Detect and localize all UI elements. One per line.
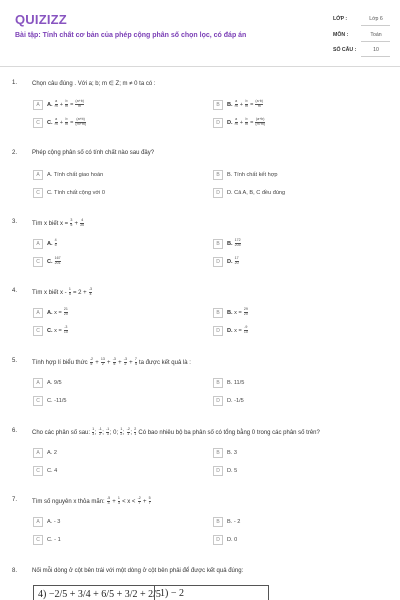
fraction: $\frac{-2}{7}$	[137, 496, 141, 505]
answer-option-a[interactable]	[33, 169, 103, 180]
answer-option-b[interactable]	[213, 377, 244, 388]
count-label: SỐ CÂU :	[333, 47, 357, 53]
fraction: $\frac{-5}{3}$	[106, 496, 111, 505]
answer-option-c[interactable]	[33, 117, 86, 128]
answer-option-a[interactable]	[33, 307, 68, 318]
answer-option-b[interactable]	[213, 447, 237, 458]
answer-option-b[interactable]	[213, 169, 278, 180]
fraction: $\frac{3}{5}$	[70, 218, 73, 227]
question-number: 7.	[12, 497, 18, 503]
option-text: C. 4	[47, 467, 58, 474]
fraction: $\frac{-9}{10}$	[243, 325, 248, 334]
question-text: Tìm số nguyên x thỏa mãn: $\frac{-5}{3}$ + $\frac{1}{3}$ < x < $\frac{-2}{7}$ + $\frac{5}{7}$	[32, 496, 151, 505]
option-text: A. $\frac{a}{m}$ + $\frac{b}{m}$ = $\frac{(a+b)}{m}$	[47, 99, 84, 108]
divider	[361, 56, 390, 57]
fraction: $\frac{-1}{3}$	[106, 427, 110, 436]
header-separator	[0, 66, 400, 67]
fraction: $\frac{b}{m}$	[245, 99, 249, 108]
option-text: D. $\frac{a}{m}$ + $\frac{b}{m}$ = $\frac{(a+b)}{(m\cdot m)}$	[227, 117, 265, 126]
option-letter-box: D	[213, 396, 223, 406]
question-text: Phép cộng phân số có tính chất nào sau đây?	[32, 150, 155, 156]
option-text: B. $\frac{a}{m}$ + $\frac{b}{m}$ = $\frac{(a\cdot b)}{m}$	[227, 99, 263, 108]
fraction: $\frac{-2}{1}$	[126, 427, 130, 436]
option-text: B. Tính chất kết hợp	[227, 171, 278, 178]
answer-option-c[interactable]	[33, 187, 105, 198]
fraction: $\frac{-3}{5}$	[112, 357, 116, 366]
option-text: B. $\frac{172}{205}$	[227, 238, 241, 247]
answer-option-c[interactable]	[33, 256, 61, 267]
class-label: LỚP :	[333, 16, 348, 22]
fraction: $\frac{-2}{5}$	[89, 357, 94, 366]
answer-option-d[interactable]	[213, 465, 237, 476]
question-text: Nối mỗi dòng ở cột bên trái với một dòng ở cột bên phải để được kết quả đúng:	[32, 568, 244, 574]
option-text: D. $\frac{17}{20}$	[227, 256, 239, 265]
subject-label: MÔN :	[333, 32, 349, 38]
option-text: B. 3	[227, 449, 237, 456]
option-letter-box: D	[213, 466, 223, 476]
fraction: $\frac{a}{m}$	[234, 117, 238, 126]
answer-option-d[interactable]	[213, 187, 285, 198]
option-text: C. $\frac{167}{201}$	[47, 256, 61, 265]
matching-left-cell: 4) −2/5 + 3/4 + 6/5 + 3/2 + 2/5	[38, 589, 161, 600]
question-number: 1.	[12, 80, 18, 86]
question-text: Tính hợp lí biểu thức $\frac{-2}{5}$ + $\frac{13}{2}$ + $\frac{-3}{5}$ + $\frac{-3}{2}$ + $\frac{7}{4}$ ta được kết quả là :	[32, 357, 191, 366]
question-number: 2.	[12, 150, 18, 156]
fraction: $\frac{4}{20}$	[80, 218, 85, 227]
answer-option-a[interactable]	[33, 447, 57, 458]
fraction: $\frac{(a+b)}{(m\cdot m)}$	[255, 117, 265, 126]
answer-option-a[interactable]	[33, 99, 84, 110]
option-letter-box: D	[213, 188, 223, 198]
option-text: D. Cả A, B, C đều đúng	[227, 189, 286, 196]
option-letter-box: B	[213, 170, 223, 180]
fraction: $\frac{13}{2}$	[100, 357, 105, 366]
answer-option-d[interactable]	[213, 256, 239, 267]
option-text: C. -11/5	[47, 397, 67, 404]
subject-value: Toán	[370, 32, 382, 38]
answer-option-d[interactable]	[213, 395, 244, 406]
option-letter-box: A	[33, 517, 43, 527]
answer-option-c[interactable]	[33, 325, 68, 336]
divider	[361, 41, 390, 42]
fraction: $\frac{-3}{10}$	[63, 325, 68, 334]
class-value: Lớp 6	[369, 16, 383, 22]
matching-divider	[154, 586, 155, 600]
option-letter-box: C	[33, 188, 43, 198]
fraction: $\frac{1}{5}$	[68, 287, 71, 296]
question-number: 3.	[12, 219, 18, 225]
option-letter-box: B	[213, 239, 223, 249]
question-text: Tìm x biết x = $\frac{3}{5}$ + $\frac{4}{20}$	[32, 218, 85, 227]
option-letter-box: A	[33, 308, 43, 318]
fraction: $\frac{b}{m}$	[65, 99, 69, 108]
answer-option-c[interactable]	[33, 395, 66, 406]
fraction: $\frac{1}{3}$	[92, 427, 95, 436]
question-number: 8.	[12, 568, 18, 574]
answer-option-c[interactable]	[33, 465, 57, 476]
option-letter-box: A	[33, 239, 43, 249]
fraction: $\frac{172}{205}$	[234, 238, 241, 247]
option-letter-box: A	[33, 378, 43, 388]
fraction: $\frac{a}{m}$	[234, 99, 238, 108]
fraction: $\frac{21}{20}$	[63, 307, 68, 316]
fraction: $\frac{4}{5}$	[54, 238, 57, 247]
option-letter-box: A	[33, 448, 43, 458]
option-text: B. x = $\frac{29}{20}$	[227, 307, 248, 316]
divider	[361, 25, 390, 26]
answer-option-b[interactable]	[213, 99, 264, 110]
option-text: A. $\frac{4}{5}$	[47, 238, 57, 247]
option-text: C. x = $\frac{-3}{10}$	[47, 325, 68, 334]
worksheet-title: Bài tập: Tính chất cơ bản của phép cộng phân số chọn lọc, có đáp án	[15, 32, 247, 39]
fraction: $\frac{29}{20}$	[243, 307, 248, 316]
fraction: $\frac{(a+b)}{m}$	[75, 99, 84, 108]
fraction: $\frac{7}{4}$	[134, 357, 137, 366]
option-text: C. - 1	[47, 536, 61, 543]
option-text: A. Tính chất giao hoán	[47, 171, 104, 178]
fraction: $\frac{a}{m}$	[54, 117, 58, 126]
question-text: Chọn câu đúng . Với a; b; m ∈ Z; m ≠ 0 ta có :	[32, 81, 156, 87]
option-letter-box: C	[33, 535, 43, 545]
fraction: $\frac{b}{m}$	[65, 117, 69, 126]
worksheet-header	[0, 0, 400, 62]
option-letter-box: B	[213, 378, 223, 388]
answer-option-b[interactable]	[213, 307, 248, 318]
question-text: Tìm x biết x - $\frac{1}{5}$ = 2 + $\frac{-3}{4}$	[32, 287, 93, 296]
answer-option-b[interactable]	[213, 516, 240, 527]
fraction: $\frac{167}{201}$	[54, 256, 61, 265]
answer-option-b[interactable]	[213, 238, 241, 249]
option-letter-box: A	[33, 100, 43, 110]
option-text: A. - 3	[47, 518, 61, 525]
fraction: $\frac{-1}{2}$	[98, 427, 102, 436]
option-letter-box: D	[213, 257, 223, 267]
question-number: 5.	[12, 358, 18, 364]
fraction: $\frac{a}{m}$	[54, 99, 58, 108]
option-text: C. $\frac{a}{m}$ + $\frac{b}{m}$ = $\frac{(a+b)}{(m+m)}$	[47, 117, 86, 126]
option-letter-box: D	[213, 535, 223, 545]
answer-option-a[interactable]	[33, 238, 57, 249]
matching-table	[33, 585, 269, 600]
quizizz-logo: QUIZIZZ	[15, 12, 67, 27]
fraction: $\frac{-3}{2}$	[123, 357, 127, 366]
option-letter-box: D	[213, 118, 223, 128]
option-letter-box: A	[33, 170, 43, 180]
option-letter-box: B	[213, 517, 223, 527]
option-text: D. -1/5	[227, 397, 244, 404]
fraction: $\frac{(a\cdot b)}{m}$	[255, 99, 263, 108]
question-number: 6.	[12, 428, 18, 434]
question-number: 4.	[12, 288, 18, 294]
option-letter-box: B	[213, 100, 223, 110]
fraction: $\frac{17}{20}$	[234, 256, 239, 265]
answer-option-d[interactable]	[213, 325, 248, 336]
fraction: $\frac{-3}{4}$	[88, 287, 93, 296]
answer-option-d[interactable]	[213, 117, 265, 128]
option-letter-box: B	[213, 308, 223, 318]
option-letter-box: D	[213, 326, 223, 336]
option-text: A. x = $\frac{21}{20}$	[47, 307, 68, 316]
option-text: D. x = $\frac{-9}{10}$	[227, 325, 248, 334]
answer-option-a[interactable]	[33, 377, 62, 388]
fraction: $\frac{b}{m}$	[245, 117, 249, 126]
option-text: D. 5	[227, 467, 238, 474]
fraction: $\frac{2}{1}$	[134, 427, 137, 436]
count-value: 10	[373, 47, 379, 53]
option-text: A. 2	[47, 449, 57, 456]
option-letter-box: B	[213, 448, 223, 458]
option-letter-box: C	[33, 257, 43, 267]
option-letter-box: C	[33, 466, 43, 476]
option-letter-box: C	[33, 396, 43, 406]
option-letter-box: C	[33, 118, 43, 128]
matching-right-cell: 1) − 2	[160, 588, 184, 599]
fraction: $\frac{1}{3}$	[117, 496, 120, 505]
answer-option-a[interactable]	[33, 516, 60, 527]
option-text: A. 9/5	[47, 379, 62, 386]
option-text: D. 0	[227, 536, 238, 543]
answer-option-d[interactable]	[213, 534, 237, 545]
fraction: $\frac{1}{2}$	[120, 427, 123, 436]
fraction: $\frac{(a+b)}{(m+m)}$	[75, 117, 86, 126]
option-text: C. Tính chất cộng với 0	[47, 189, 105, 196]
option-letter-box: C	[33, 326, 43, 336]
fraction: $\frac{5}{7}$	[148, 496, 151, 505]
answer-option-c[interactable]	[33, 534, 61, 545]
option-text: B. - 2	[227, 518, 241, 525]
question-text: Cho các phân số sau: $\frac{1}{3}$ ; $\frac{-1}{2}$ ; $\frac{-1}{3}$ ; 0; $\frac{1}{2}$ ; $\frac{-2}{1}$ ; $\frac{2}{1}$ Có bao nhiêu bộ ba phân số có tổng bằng 0 trong các phân số trên?	[32, 427, 320, 436]
option-text: B. 11/5	[227, 379, 245, 386]
